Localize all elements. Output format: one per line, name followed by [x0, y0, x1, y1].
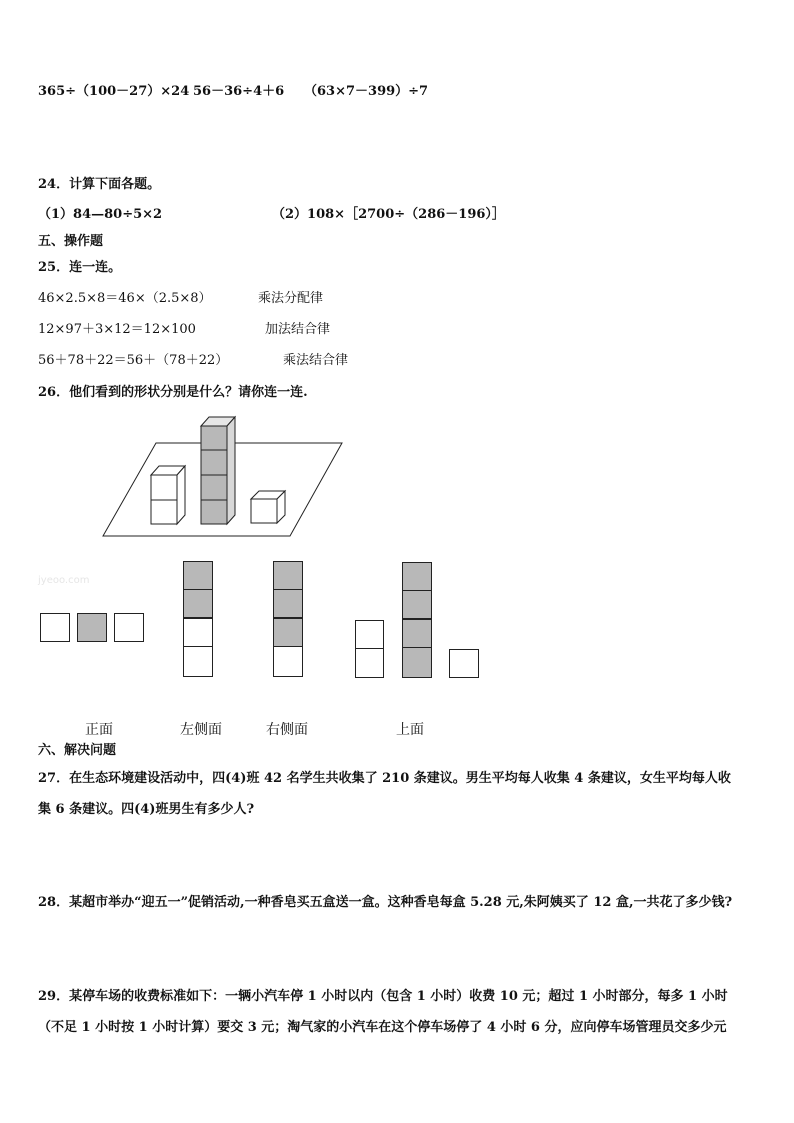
q24-title: 24．计算下面各题。	[38, 177, 161, 192]
view3-square-1	[273, 561, 303, 590]
section-5-heading: 五、操作题	[38, 234, 104, 249]
view-label-left[interactable]: 左侧面	[180, 722, 222, 738]
view4-mid-square-2	[402, 590, 432, 619]
q25-law-1: 乘法分配律	[258, 291, 324, 306]
view4-left-square-2	[355, 648, 384, 678]
view3-square-2	[273, 589, 303, 618]
view3-square-3	[273, 618, 303, 647]
view4-mid-square-4	[402, 647, 432, 678]
q25-expression-1: 46×2.5×8＝46×（2.5×8）	[38, 291, 212, 306]
q26-title: 26．他们看到的形状分别是什么？请你连一连.	[38, 385, 308, 400]
view2-square-4	[183, 646, 213, 677]
view1-square-3	[114, 613, 144, 642]
view4-left-square-1	[355, 620, 384, 649]
view1-square-2	[77, 613, 107, 642]
view1-square-1	[40, 613, 70, 642]
single-cube	[251, 491, 285, 523]
view4-mid-square-3	[402, 619, 432, 648]
view3-square-4	[273, 646, 303, 677]
q25-expression-2: 12×97＋3×12＝12×100	[38, 322, 196, 337]
q24-part-2: （2）108×［2700÷（286－196）］	[272, 207, 505, 222]
q23-expression-1: 365÷（100－27）×24	[38, 84, 190, 99]
view2-square-1	[183, 561, 213, 590]
q23-expression-2: 56－36÷4＋6	[193, 84, 285, 99]
view4-right-square	[449, 649, 479, 678]
view4-mid-square-1	[402, 562, 432, 591]
q23-expression-3: （63×7－399）÷7	[304, 84, 429, 99]
section-6-heading: 六、解决问题	[38, 743, 117, 758]
q29-line-2: （不足 1 小时按 1 小时计算）要交 3 元；淘气家的小汽车在这个停车场停了 4 小时 6 分，应向停车场管理员交多少元	[38, 1020, 727, 1035]
view2-square-2	[183, 589, 213, 618]
q25-law-3: 乘法结合律	[283, 353, 349, 368]
q24-part-1: （1）84—80÷5×2	[38, 207, 163, 222]
q27-line-2: 集 6 条建议。四(4)班男生有多少人?	[38, 802, 255, 817]
view-label-right[interactable]: 右侧面	[266, 722, 308, 738]
left-cube-stack	[151, 466, 185, 524]
watermark: jyeoo.com	[38, 575, 90, 586]
q25-expression-3: 56＋78＋22＝56＋（78＋22）	[38, 353, 229, 368]
tall-cube-stack	[201, 417, 235, 524]
cube-arrangement-figure	[100, 412, 350, 542]
q28-text: 28．某超市举办“迎五一”促销活动,一种香皂买五盒送一盒。这种香皂每盒 5.28 元,朱阿姨买了 12 盒,一共花了多少钱?	[38, 895, 733, 910]
q29-line-1: 29．某停车场的收费标准如下：一辆小汽车停 1 小时以内（包含 1 小时）收费 10 元；超过 1 小时部分，每多 1 小时	[38, 989, 728, 1004]
view-label-top[interactable]: 上面	[396, 722, 424, 738]
view2-square-3	[183, 618, 213, 647]
q25-title: 25．连一连。	[38, 260, 122, 275]
q25-law-2: 加法结合律	[265, 322, 331, 337]
view-label-front[interactable]: 正面	[85, 722, 113, 738]
q27-line-1: 27．在生态环境建设活动中，四(4)班 42 名学生共收集了 210 条建议。男生平均每人收集 4 条建议，女生平均每人收	[38, 771, 731, 786]
